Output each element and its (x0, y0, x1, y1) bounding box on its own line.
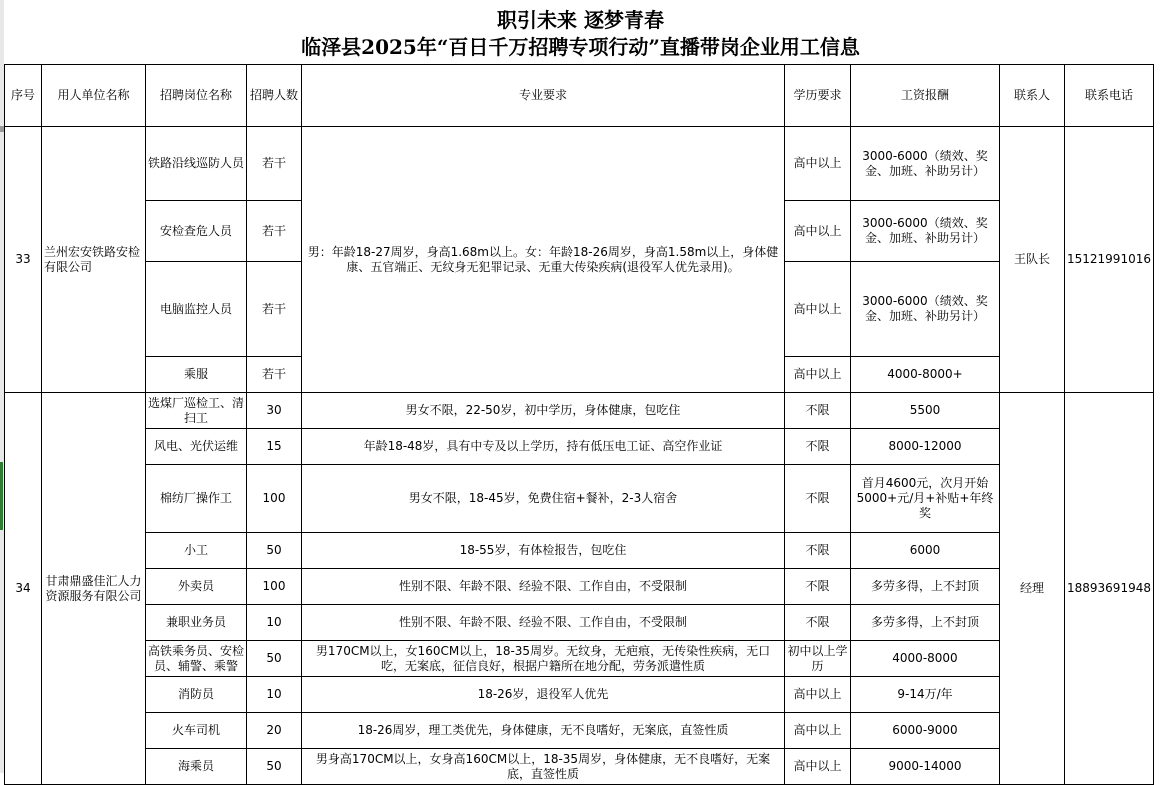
selection-indicator (0, 462, 3, 530)
cell-count: 30 (247, 393, 302, 429)
cell-requirement: 男170CM以上，女160CM以上，18-35周岁。无纹身，无疤痕，无传染性疾病，无口吃，无案底，征信良好，根据户籍所在地分配，劳务派遣性质 (302, 641, 785, 677)
table-row (5, 713, 1154, 749)
cell-count: 若干 (247, 127, 302, 201)
cell-requirement: 年龄18-48岁，具有中专及以上学历，持有低压电工证、高空作业证 (302, 429, 785, 465)
header-education: 学历要求 (785, 65, 851, 127)
cell-salary: 8000-12000 (851, 429, 1000, 465)
cell-count: 50 (247, 749, 302, 785)
table-row (5, 429, 1154, 465)
cell-salary: 5500 (851, 393, 1000, 429)
cell-no: 34 (5, 393, 42, 785)
cell-requirement: 18-26岁，退役军人优先 (302, 677, 785, 713)
table-row (5, 677, 1154, 713)
cell-count: 100 (247, 569, 302, 605)
cell-salary: 4000-8000+ (851, 357, 1000, 393)
table-row (5, 605, 1154, 641)
cell-contact: 王队长 (1000, 127, 1065, 393)
cell-salary: 6000 (851, 533, 1000, 569)
cell-count: 10 (247, 677, 302, 713)
cell-position: 电脑监控人员 (146, 262, 247, 357)
cell-education: 高中以上 (785, 713, 851, 749)
cell-education: 不限 (785, 605, 851, 641)
table-row (5, 127, 1154, 201)
table-row (5, 641, 1154, 677)
cell-position: 兼职业务员 (146, 605, 247, 641)
cell-education: 初中以上学历 (785, 641, 851, 677)
cell-count: 10 (247, 605, 302, 641)
cell-company: 兰州宏安铁路安检有限公司 (42, 127, 146, 393)
cell-requirement: 18-55岁，有体检报告，包吃住 (302, 533, 785, 569)
cell-position: 棉纺厂操作工 (146, 465, 247, 533)
cell-requirement: 性别不限、年龄不限、经验不限、工作自由，不受限制 (302, 569, 785, 605)
cell-education: 不限 (785, 429, 851, 465)
cell-position: 小工 (146, 533, 247, 569)
cell-salary: 9000-14000 (851, 749, 1000, 785)
cell-position: 乘服 (146, 357, 247, 393)
cell-position: 消防员 (146, 677, 247, 713)
cell-education: 不限 (785, 569, 851, 605)
cell-salary: 3000-6000（绩效、奖金、加班、补助另计） (851, 127, 1000, 201)
cell-salary: 首月4600元，次月开始5000+元/月+补贴+年终奖 (851, 465, 1000, 533)
cell-position: 铁路沿线巡防人员 (146, 127, 247, 201)
job-table (4, 64, 1154, 785)
cell-position: 高铁乘务员、安检员、辅警、乘警 (146, 641, 247, 677)
cell-salary: 3000-6000（绩效、奖金、加班、补助另计） (851, 201, 1000, 262)
header-contact: 联系人 (1000, 65, 1065, 127)
cell-position: 外卖员 (146, 569, 247, 605)
cell-contact: 经理 (1000, 393, 1065, 785)
table-row (5, 533, 1154, 569)
cell-position: 安检查危人员 (146, 201, 247, 262)
cell-count: 15 (247, 429, 302, 465)
cell-position: 选煤厂巡检工、清扫工 (146, 393, 247, 429)
cell-count: 若干 (247, 357, 302, 393)
header-count: 招聘人数 (247, 65, 302, 127)
table-row (5, 393, 1154, 429)
cell-education: 高中以上 (785, 677, 851, 713)
cell-education: 不限 (785, 393, 851, 429)
cell-position: 风电、光伏运维 (146, 429, 247, 465)
cell-count: 100 (247, 465, 302, 533)
cell-count: 50 (247, 641, 302, 677)
header-company: 用人单位名称 (42, 65, 146, 127)
cell-education: 高中以上 (785, 201, 851, 262)
cell-requirement: 性别不限、年龄不限、经验不限、工作自由，不受限制 (302, 605, 785, 641)
table-row (5, 749, 1154, 785)
cell-education: 高中以上 (785, 357, 851, 393)
cell-company: 甘肃鼎盛佳汇人力资源服务有限公司 (42, 393, 146, 785)
cell-requirement: 男身高170CM以上，女身高160CM以上，18-35周岁，身体健康，无不良嗜好，无案底，直签性质 (302, 749, 785, 785)
cell-count: 若干 (247, 262, 302, 357)
cell-education: 高中以上 (785, 262, 851, 357)
table-row (5, 465, 1154, 533)
cell-salary: 3000-6000（绩效、奖金、加班、补助另计） (851, 262, 1000, 357)
cell-phone: 18893691948 (1065, 393, 1154, 785)
header-salary: 工资报酬 (851, 65, 1000, 127)
title-line-1: 职引未来 逐梦青春 (497, 8, 664, 32)
cell-education: 不限 (785, 465, 851, 533)
cell-position: 海乘员 (146, 749, 247, 785)
cell-salary: 多劳多得，上不封顶 (851, 605, 1000, 641)
cell-requirement: 男女不限，22-50岁，初中学历，身体健康，包吃住 (302, 393, 785, 429)
table-row (5, 569, 1154, 605)
title-line-2: 临泽县2025年“百日千万招聘专项行动”直播带岗企业用工信息 (301, 35, 860, 59)
header-phone: 联系电话 (1065, 65, 1154, 127)
cell-education: 高中以上 (785, 749, 851, 785)
cell-education: 不限 (785, 533, 851, 569)
cell-position: 火车司机 (146, 713, 247, 749)
cell-no: 33 (5, 127, 42, 393)
cell-education: 高中以上 (785, 127, 851, 201)
cell-phone: 15121991016 (1065, 127, 1154, 393)
cell-requirement: 男女不限，18-45岁，免费住宿+餐补，2-3人宿舍 (302, 465, 785, 533)
cell-count: 50 (247, 533, 302, 569)
cell-salary: 4000-8000 (851, 641, 1000, 677)
header-row (5, 65, 1154, 127)
cell-salary: 多劳多得，上不封顶 (851, 569, 1000, 605)
header-position: 招聘岗位名称 (146, 65, 247, 127)
cell-salary: 9-14万/年 (851, 677, 1000, 713)
cell-count: 若干 (247, 201, 302, 262)
cell-requirement: 男：年龄18-27周岁，身高1.68m以上。女：年龄18-26周岁，身高1.58m以上，身体健康、五官端正、无纹身无犯罪记录、无重大传染疾病(退役军人优先录用)。 (302, 127, 785, 393)
header-no: 序号 (5, 65, 42, 127)
cell-count: 20 (247, 713, 302, 749)
header-requirement: 专业要求 (302, 65, 785, 127)
cell-salary: 6000-9000 (851, 713, 1000, 749)
cell-requirement: 18-26周岁，理工类优先，身体健康，无不良嗜好，无案底，直签性质 (302, 713, 785, 749)
